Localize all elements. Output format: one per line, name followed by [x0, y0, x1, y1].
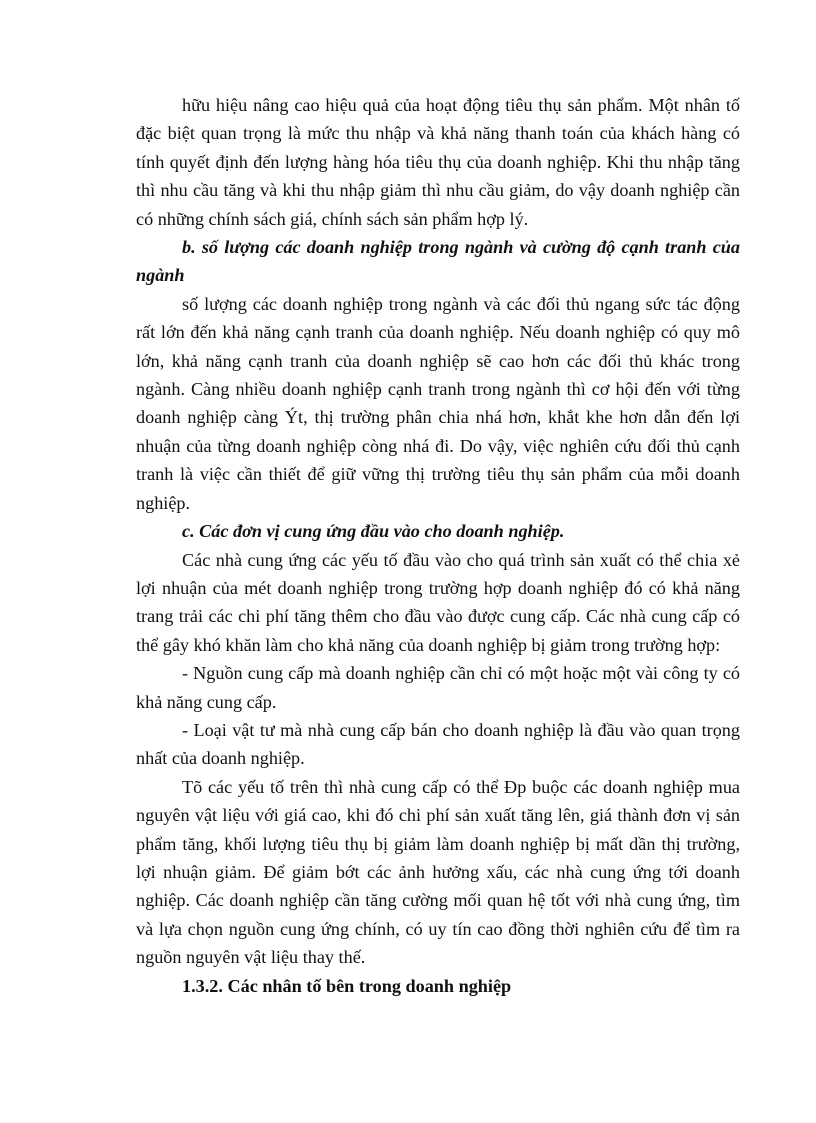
bullet-single-source: - Nguồn cung cấp mà doanh nghiệp cần chỉ có một hoặc một vài công ty có khả năng cung cấp. [136, 663, 740, 712]
bullet-key-input: - Loại vật tư mà nhà cung cấp bán cho doanh nghiệp là đầu vào quan trọng nhất của doanh nghiệp. [136, 719, 740, 769]
heading-competitors: b. số lượng các doanh nghiệp trong ngành và cường độ cạnh tranh của ngành [136, 237, 740, 286]
paragraph-competitors: số lượng các doanh nghiệp trong ngành và các đối thủ ngang sức tác động rất lớn đến khả năng cạnh tranh của doanh nghiệp. Nếu doanh nghiệp có quy mô lớn, khả năng cạnh tranh của doanh nghiệp sẽ cao hơn các đối thủ khác trong ngành. Càng nhiều doanh nghiệp cạnh tranh trong ngành thì cơ hội đến với từng doanh nghiệp càng Ýt, thị trường phân chia nhá hơn, khắt khe hơn dẫn đến lợi nhuận của từng doanh nghiệp còng nhá đi. Do vậy, việc nghiên cứu đối thủ cạnh tranh là việc cần thiết để giữ vững thị trường tiêu thụ sản phẩm của mỗi doanh nghiệp. [136, 293, 740, 513]
heading-suppliers: c. Các đơn vị cung ứng đầu vào cho doanh nghiệp. [182, 521, 565, 542]
paragraph-suppliers: Các nhà cung ứng các yếu tố đầu vào cho quá trình sản xuất có thể chia xẻ lợi nhuận của mét doanh nghiệp trong trường hợp doanh nghiệp đó có khả năng trang trải các chi phí tăng thêm cho đầu vào được cung cấp. Các nhà cung cấp có thể gây khó khăn làm cho khả năng của doanh nghiệp bị giảm trong trường hợp: [136, 549, 740, 655]
section-heading-internal-factors: 1.3.2. Các nhân tố bên trong doanh nghiệp [182, 975, 512, 996]
paragraph-income-demand: hữu hiệu nâng cao hiệu quả của hoạt động tiêu thụ sản phẩm. Một nhân tố đặc biệt quan trọng là mức thu nhập và khả năng thanh toán của khách hàng có tính quyết định đến lượng hàng hóa tiêu thụ của doanh nghiệp. Khi thu nhập tăng thì nhu cầu tăng và khi thu nhập giảm thì nhu cầu giảm, do vậy doanh nghiệp cần có những chính sách giá, chính sách sản phẩm hợp lý. [136, 95, 740, 229]
document-page [136, 91, 740, 1000]
paragraph-supplier-pressure: Tõ các yếu tố trên thì nhà cung cấp có thể Ðp buộc các doanh nghiệp mua nguyên vật liệu với giá cao, khi đó chi phí sản xuất tăng lên, giá thành đơn vị sản phẩm tăng, khối lượng tiêu thụ bị giảm làm doanh nghiệp bị mất dần thị trường, lợi nhuận giảm. Để giảm bớt các ảnh hưởng xấu, các nhà cung ứng tới doanh nghiệp. Các doanh nghiệp cần tăng cường mối quan hệ tốt với nhà cung ứng, tìm và lựa chọn nguồn cung ứng chính, có uy tín cao đồng thời nghiên cứu để tìm ra nguồn nguyên vật liệu thay thế. [136, 776, 740, 968]
